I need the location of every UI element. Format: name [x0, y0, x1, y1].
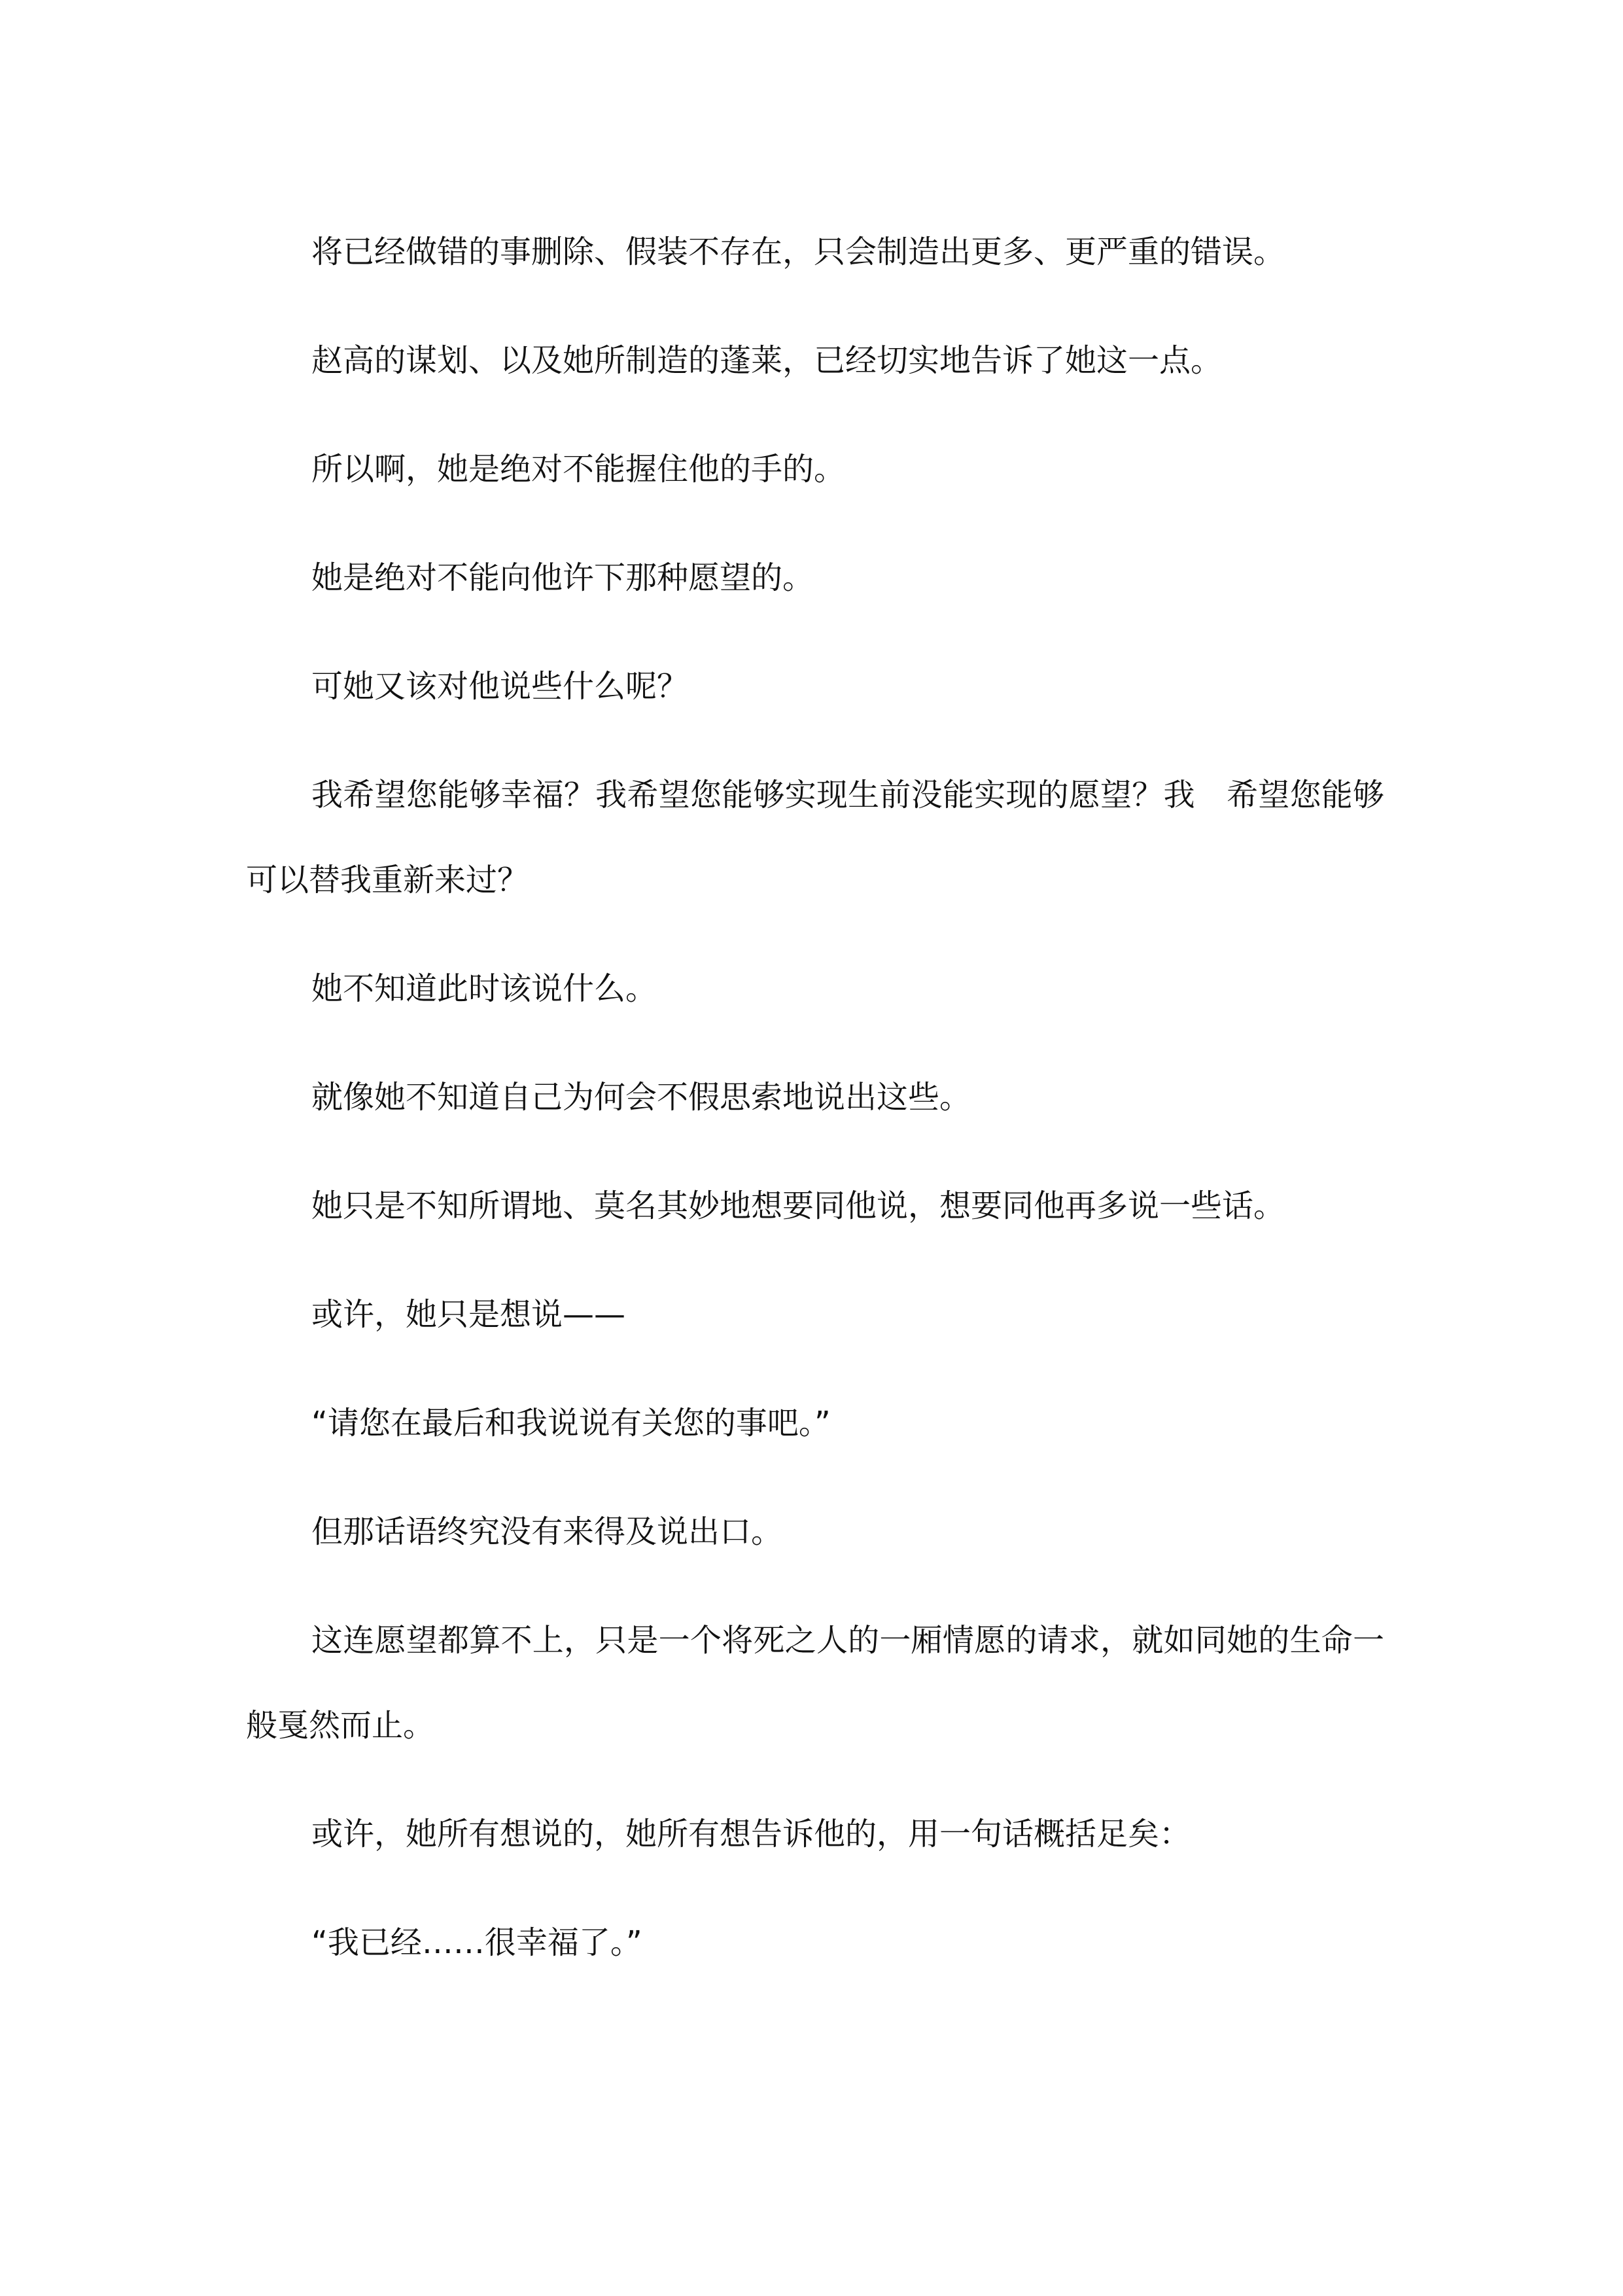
document-body — [246, 209, 1384, 1985]
paragraph: “我已经……很幸福了。” — [311, 1924, 642, 1961]
paragraph: 可她又该对他说些什么呢？ — [311, 668, 689, 705]
paragraph: 她只是不知所谓地、莫名其妙地想要同他说，想要同他再多说一些话。 — [311, 1188, 1285, 1224]
paragraph: 将已经做错的事删除、假装不存在，只会制造出更多、更严重的错误。 — [311, 234, 1285, 270]
paragraph: 这连愿望都算不上，只是一个将死之人的一厢情愿的请求，就如同她的生命一般戛然而止。 — [246, 1622, 1384, 1744]
paragraph: 就像她不知道自己为何会不假思索地说出这些。 — [311, 1079, 971, 1116]
paragraph: 赵高的谋划、以及她所制造的蓬莱，已经切实地告诉了她这一点。 — [311, 342, 1223, 379]
paragraph: 她不知道此时该说什么。 — [311, 970, 657, 1007]
paragraph: 我希望您能够幸福？我希望您能够实现生前没能实现的愿望？我 希望您能够可以替我重新来过？ — [246, 777, 1384, 898]
paragraph: 但那话语终究没有来得及说出口。 — [311, 1513, 783, 1550]
paragraph: 或许，她只是想说—— — [311, 1296, 626, 1333]
paragraph: 或许，她所有想说的，她所有想告诉他的，用一句话概括足矣： — [311, 1816, 1191, 1852]
paragraph: “请您在最后和我说说有关您的事吧。” — [311, 1405, 831, 1441]
paragraph: 所以啊，她是绝对不能握住他的手的。 — [311, 451, 846, 487]
paragraph: 她是绝对不能向他许下那种愿望的。 — [311, 559, 814, 596]
